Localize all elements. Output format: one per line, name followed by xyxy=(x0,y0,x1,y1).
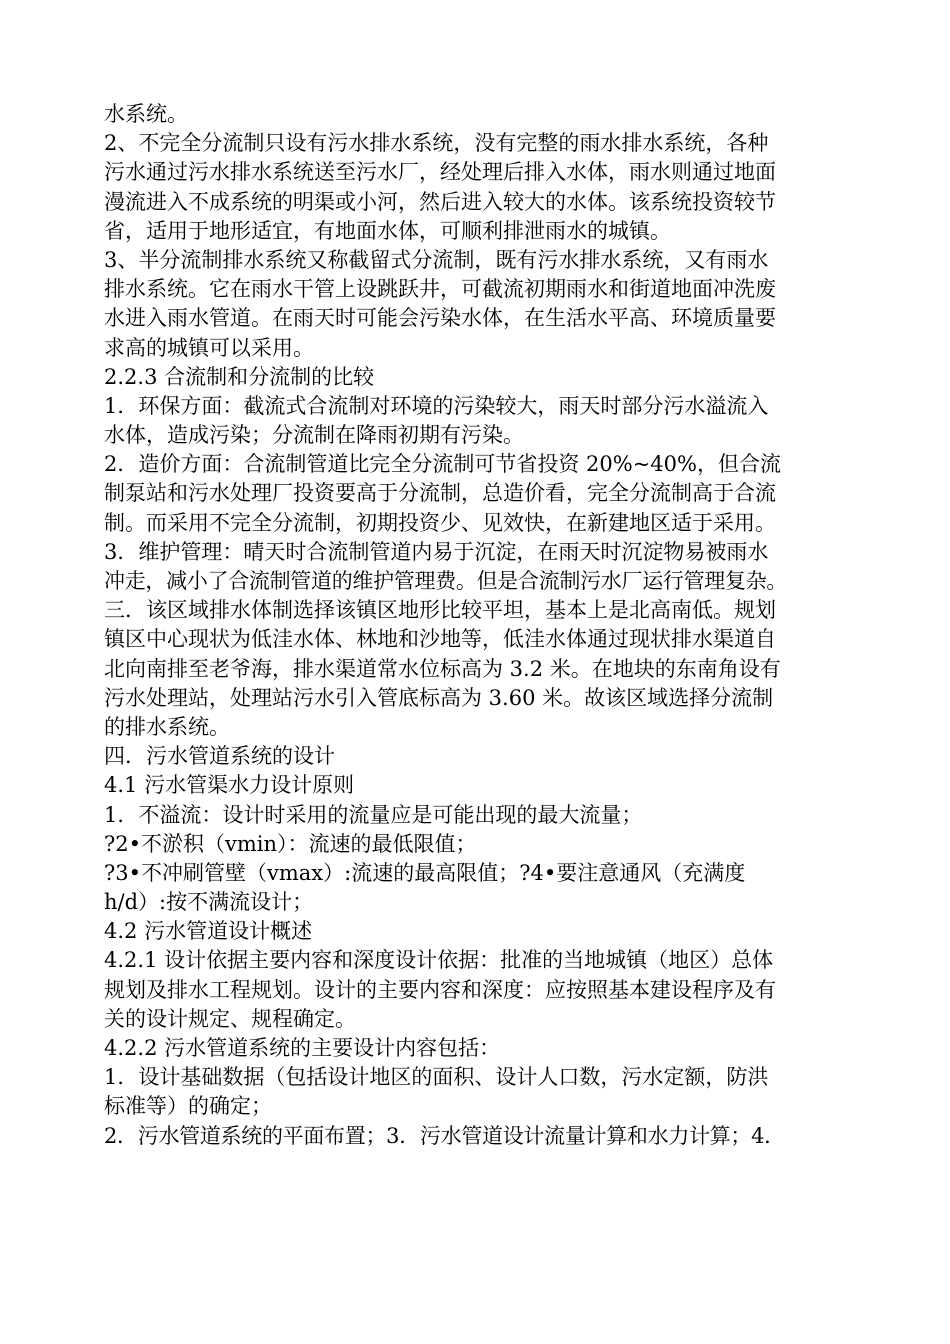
text-line: 北向南排至老爷海，排水渠道常水位标高为 3.2 米。在地块的东南角设有 xyxy=(104,656,781,681)
text-line: 3．维护管理：晴天时合流制管道内易于沉淀，在雨天时沉淀物易被雨水 xyxy=(104,539,769,564)
document-page xyxy=(104,100,874,1151)
text-line: 制。而采用不完全分流制，初期投资少、见效快，在新建地区适于采用。 xyxy=(104,510,776,535)
text-line: 水进入雨水管道。在雨天时可能会污染水体，在生活水平高、环境质量要 xyxy=(104,306,776,331)
text-line: 省，适用于地形适宜，有地面水体，可顺利排泄雨水的城镇。 xyxy=(104,218,671,243)
text-line: 关的设计规定、规程确定。 xyxy=(104,1006,356,1031)
text-line: ?3•不冲刷管壁（vmax）:流速的最高限值；?4•要注意通风（充满度 xyxy=(104,860,746,885)
text-line: 漫流进入不成系统的明渠或小河，然后进入较大的水体。该系统投资较节 xyxy=(104,189,776,214)
text-line: 排水系统。它在雨水干管上设跳跃井，可截流初期雨水和街道地面冲洗废 xyxy=(104,277,776,302)
text-line: h/d）:按不满流设计； xyxy=(104,890,314,915)
text-line: 制泵站和污水处理厂投资要高于分流制，总造价看，完全分流制高于合流 xyxy=(104,481,776,506)
text-line: 1．设计基础数据（包括设计地区的面积、设计人口数，污水定额，防洪 xyxy=(104,1065,769,1090)
text-line: 3、半分流制排水系统又称截留式分流制，既有污水排水系统，又有雨水 xyxy=(104,247,769,272)
text-line: 4.2.2 污水管道系统的主要设计内容包括： xyxy=(104,1036,501,1060)
text-line: ?2•不淤积（vmin）：流速的最低限值； xyxy=(104,831,477,856)
section-heading: 四．污水管道系统的设计 xyxy=(104,744,335,769)
text-line: 2、不完全分流制只设有污水排水系统，没有完整的雨水排水系统，各种 xyxy=(104,131,769,156)
text-line: 水系统。 xyxy=(104,102,188,126)
text-line: 2．造价方面：合流制管道比完全分流制可节省投资 20%~40%，但合流 xyxy=(104,452,781,477)
text-line: 污水处理站，处理站污水引入管底标高为 3.60 米。故该区域选择分流制 xyxy=(104,685,774,710)
text-line: 镇区中心现状为低洼水体、林地和沙地等，低洼水体通过现状排水渠道自 xyxy=(104,627,776,652)
text-line: 的排水系统。 xyxy=(104,714,230,739)
text-line: 三．该区域排水体制选择该镇区地形比较平坦，基本上是北高南低。规划 xyxy=(104,598,776,623)
section-heading: 4.1 污水管渠水力设计原则 xyxy=(104,773,355,798)
section-heading: 4.2 污水管道设计概述 xyxy=(104,919,313,944)
text-line: 1．不溢流：设计时采用的流量应是可能出现的最大流量； xyxy=(104,802,643,827)
text-line: 求高的城镇可以采用。 xyxy=(104,335,314,360)
text-line: 2．污水管道系统的平面布置；3．污水管道设计流量计算和水力计算；4． xyxy=(104,1123,785,1148)
text-line: 1．环保方面：截流式合流制对环境的污染较大，雨天时部分污水溢流入 xyxy=(104,393,769,418)
text-line: 标准等）的确定； xyxy=(104,1094,272,1119)
text-line: 污水通过污水排水系统送至污水厂，经处理后排入水体，雨水则通过地面 xyxy=(104,160,776,185)
text-line: 规划及排水工程规划。设计的主要内容和深度：应按照基本建设程序及有 xyxy=(104,977,776,1002)
text-line: 冲走，减小了合流制管道的维护管理费。但是合流制污水厂运行管理复杂。 xyxy=(104,569,788,593)
text-line: 4.2.1 设计依据主要内容和深度设计依据：批准的当地城镇（地区）总体 xyxy=(104,948,774,973)
section-heading: 2.2.3 合流制和分流制的比较 xyxy=(104,364,375,389)
text-line: 水体，造成污染；分流制在降雨初期有污染。 xyxy=(104,423,524,448)
